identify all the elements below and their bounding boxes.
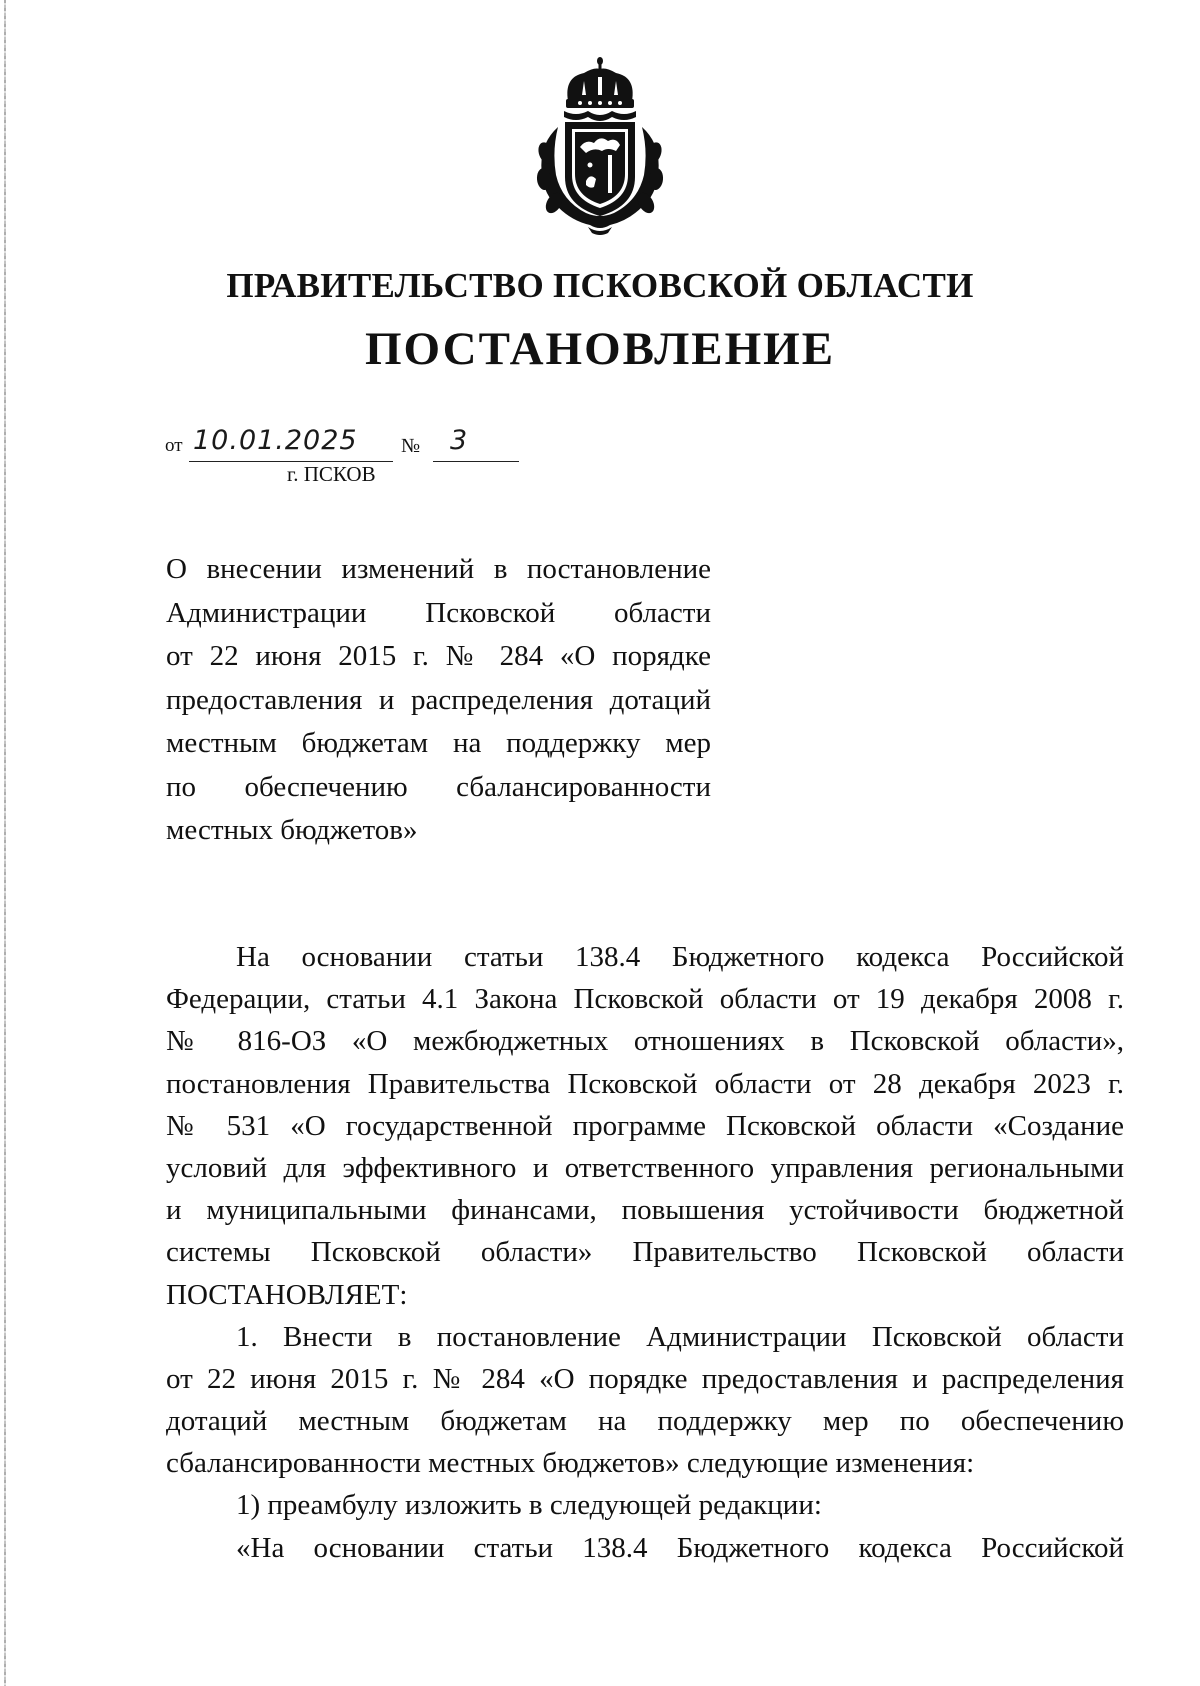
document-subject [166, 548, 711, 853]
body-line: ПОСТАНОВЛЯЕТ: [166, 1278, 408, 1311]
document-type-title: ПОСТАНОВЛЕНИЕ [364, 323, 836, 375]
body-line: 1. Внести в постановление Администрации Псковской области [236, 1320, 1124, 1353]
coat-of-arms-emblem [528, 55, 672, 235]
body-line: № 816-ОЗ «О межбюджетных отношениях в Псковской области», [166, 1025, 1124, 1058]
handwritten-date: 10.01.2025 [193, 425, 358, 456]
body-line: № 531 «О государственной программе Псковской области «Создание [166, 1109, 1124, 1142]
body-line: Федерации, статьи 4.1 Закона Псковской области от 19 декабря 2008 г. [166, 983, 1124, 1016]
subject-line: от 22 июня 2015 г. № 284 «О порядке [166, 640, 711, 672]
body-line: и муниципальными финансами, повышения устойчивости бюджетной [166, 1194, 1124, 1227]
document-body [166, 936, 1124, 1569]
body-line: 1) преамбулу изложить в следующей редакции: [236, 1489, 822, 1522]
subject-line: по обеспечению сбалансированности [166, 770, 711, 803]
body-line: системы Псковской области» Правительство Псковской области [166, 1236, 1124, 1269]
city-label: г. ПСКОВ [287, 462, 376, 486]
subject-line: местным бюджетам на поддержку мер [166, 727, 711, 759]
body-line: На основании статьи 138.4 Бюджетного кодекса Российской [236, 941, 1124, 973]
date-prefix: от [165, 435, 183, 456]
subject-line: местных бюджетов» [166, 814, 418, 846]
scan-edge [4, 0, 6, 1686]
organization-title: ПРАВИТЕЛЬСТВО ПСКОВСКОЙ ОБЛАСТИ [226, 266, 974, 305]
handwritten-number: 3 [450, 425, 469, 456]
body-line: «На основании статьи 138.4 Бюджетного кодекса Российской [236, 1531, 1124, 1564]
subject-line: предоставления и распределения дотаций [166, 683, 711, 716]
number-prefix: № [401, 435, 421, 457]
number-underline [433, 461, 519, 462]
subject-line: Администрации Псковской области [166, 596, 711, 629]
body-line: постановления Правительства Псковской области от 28 декабря 2023 г. [166, 1067, 1124, 1100]
body-line: условий для эффективного и ответственного управления региональными [166, 1151, 1124, 1184]
body-line: дотаций местным бюджетам на поддержку мер по обеспечению [166, 1405, 1124, 1438]
body-line: от 22 июня 2015 г. № 284 «О порядке предоставления и распределения [166, 1362, 1124, 1395]
body-line: сбалансированности местных бюджетов» следующие изменения: [166, 1447, 975, 1480]
registration-block [165, 425, 525, 505]
subject-line: О внесении изменений в постановление [166, 553, 711, 585]
